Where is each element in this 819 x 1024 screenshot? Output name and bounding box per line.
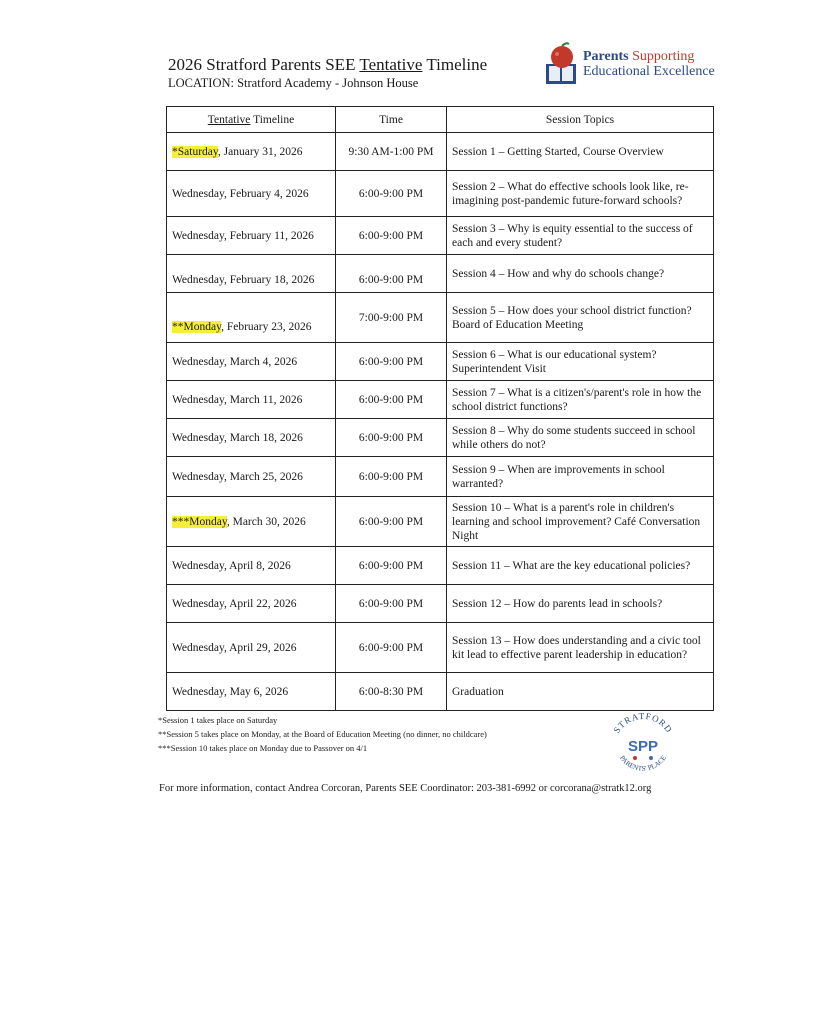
topic-cell: Session 8 – Why do some students succeed in school while others do not?	[447, 419, 714, 457]
topic-cell: Session 5 – How does your school district function? Board of Education Meeting	[447, 293, 714, 343]
svg-text:STRATFORD	[611, 713, 674, 735]
footnote: ***Session 10 takes place on Monday due to Passover on 4/1	[158, 743, 368, 753]
spp-seal-logo	[605, 713, 681, 779]
topic-cell: Session 6 – What is our educational system? Superintendent Visit	[447, 343, 714, 381]
contact-footer: For more information, contact Andrea Corcoran, Parents SEE Coordinator: 203-381-6992 or corcorana@stratk12.org	[159, 783, 652, 794]
date-cell: ***Monday, March 30, 2026	[167, 497, 336, 547]
time-cell: 6:00-9:00 PM	[336, 255, 447, 293]
time-cell: 6:00-9:00 PM	[336, 547, 447, 585]
footnote: **Session 5 takes place on Monday, at the Board of Education Meeting (no dinner, no childcare)	[158, 729, 487, 739]
topic-cell: Session 3 – Why is equity essential to the success of each and every student?	[447, 217, 714, 255]
time-cell: 6:00-9:00 PM	[336, 217, 447, 255]
logo-line-2: Educational Excellence	[583, 64, 715, 79]
topic-cell: Session 4 – How and why do schools change?	[447, 255, 714, 293]
table-row	[167, 497, 714, 547]
time-cell: 6:00-9:00 PM	[336, 171, 447, 217]
date-cell: Wednesday, March 11, 2026	[167, 381, 336, 419]
date-cell: Wednesday, February 4, 2026	[167, 171, 336, 217]
header-topics: Session Topics	[447, 107, 714, 133]
table-row	[167, 171, 714, 217]
footnotes	[158, 713, 487, 755]
topic-cell: Graduation	[447, 673, 714, 711]
time-cell: 6:00-8:30 PM	[336, 673, 447, 711]
table-row	[167, 457, 714, 497]
topic-cell: Session 13 – How does understanding and a civic tool kit lead to effective parent leadership in education?	[447, 623, 714, 673]
timeline-table	[166, 106, 714, 711]
topic-cell: Session 10 – What is a parent's role in children's learning and school improvement? Café Conversation Night	[447, 497, 714, 547]
topic-cell: Session 1 – Getting Started, Course Overview	[447, 133, 714, 171]
date-cell: Wednesday, March 25, 2026	[167, 457, 336, 497]
header-timeline: Tentative Timeline	[167, 107, 336, 133]
table-header-row	[167, 107, 714, 133]
svg-text:PARENTS' PLACE	[618, 754, 668, 773]
date-cell: Wednesday, February 11, 2026	[167, 217, 336, 255]
time-cell: 6:00-9:00 PM	[336, 343, 447, 381]
page-title: 2026 Stratford Parents SEE Tentative Timeline	[168, 55, 488, 74]
topic-cell: Session 7 – What is a citizen's/parent's role in how the school district functions?	[447, 381, 714, 419]
table-row	[167, 255, 714, 293]
date-cell: *Saturday, January 31, 2026	[167, 133, 336, 171]
apple-books-icon	[543, 42, 581, 88]
table-row	[167, 381, 714, 419]
topic-cell: Session 2 – What do effective schools look like, re-imagining post-pandemic future-forward schools?	[447, 171, 714, 217]
pse-logo	[543, 42, 723, 88]
logo-line-1: Parents Supporting	[583, 49, 695, 64]
table-row	[167, 419, 714, 457]
date-cell: Wednesday, May 6, 2026	[167, 673, 336, 711]
table-row	[167, 547, 714, 585]
table-row	[167, 673, 714, 711]
table-row	[167, 585, 714, 623]
date-cell: Wednesday, March 18, 2026	[167, 419, 336, 457]
time-cell: 6:00-9:00 PM	[336, 381, 447, 419]
date-highlight: **Monday	[172, 321, 222, 333]
date-cell: **Monday, February 23, 2026	[167, 293, 336, 343]
table-row	[167, 343, 714, 381]
table-row	[167, 217, 714, 255]
seal-top-text: STRATFORD	[611, 713, 675, 735]
footnote: *Session 1 takes place on Saturday	[158, 715, 278, 725]
time-cell: 7:00-9:00 PM	[336, 293, 447, 343]
date-cell: Wednesday, February 18, 2026	[167, 255, 336, 293]
topic-cell: Session 11 – What are the key educational policies?	[447, 547, 714, 585]
table-row	[167, 133, 714, 171]
time-cell: 6:00-9:00 PM	[336, 497, 447, 547]
seal-bottom-text: PARENTS' PLACE	[618, 754, 668, 773]
seal-center-text: SPP	[627, 738, 659, 755]
time-cell: 6:00-9:00 PM	[336, 419, 447, 457]
time-cell: 6:00-9:00 PM	[336, 623, 447, 673]
time-cell: 6:00-9:00 PM	[336, 457, 447, 497]
table-row	[167, 623, 714, 673]
date-cell: Wednesday, March 4, 2026	[167, 343, 336, 381]
table-row	[167, 293, 714, 343]
topic-cell: Session 12 – How do parents lead in schools?	[447, 585, 714, 623]
date-cell: Wednesday, April 22, 2026	[167, 585, 336, 623]
time-cell: 6:00-9:00 PM	[336, 585, 447, 623]
date-highlight: *Saturday	[172, 145, 218, 158]
topic-cell: Session 9 – When are improvements in school warranted?	[447, 457, 714, 497]
time-cell: 9:30 AM-1:00 PM	[336, 133, 447, 171]
date-cell: Wednesday, April 8, 2026	[167, 547, 336, 585]
date-highlight: ***Monday	[172, 515, 227, 528]
location-line: LOCATION: Stratford Academy - Johnson House	[168, 76, 419, 90]
date-cell: Wednesday, April 29, 2026	[167, 623, 336, 673]
header-time: Time	[336, 107, 447, 133]
